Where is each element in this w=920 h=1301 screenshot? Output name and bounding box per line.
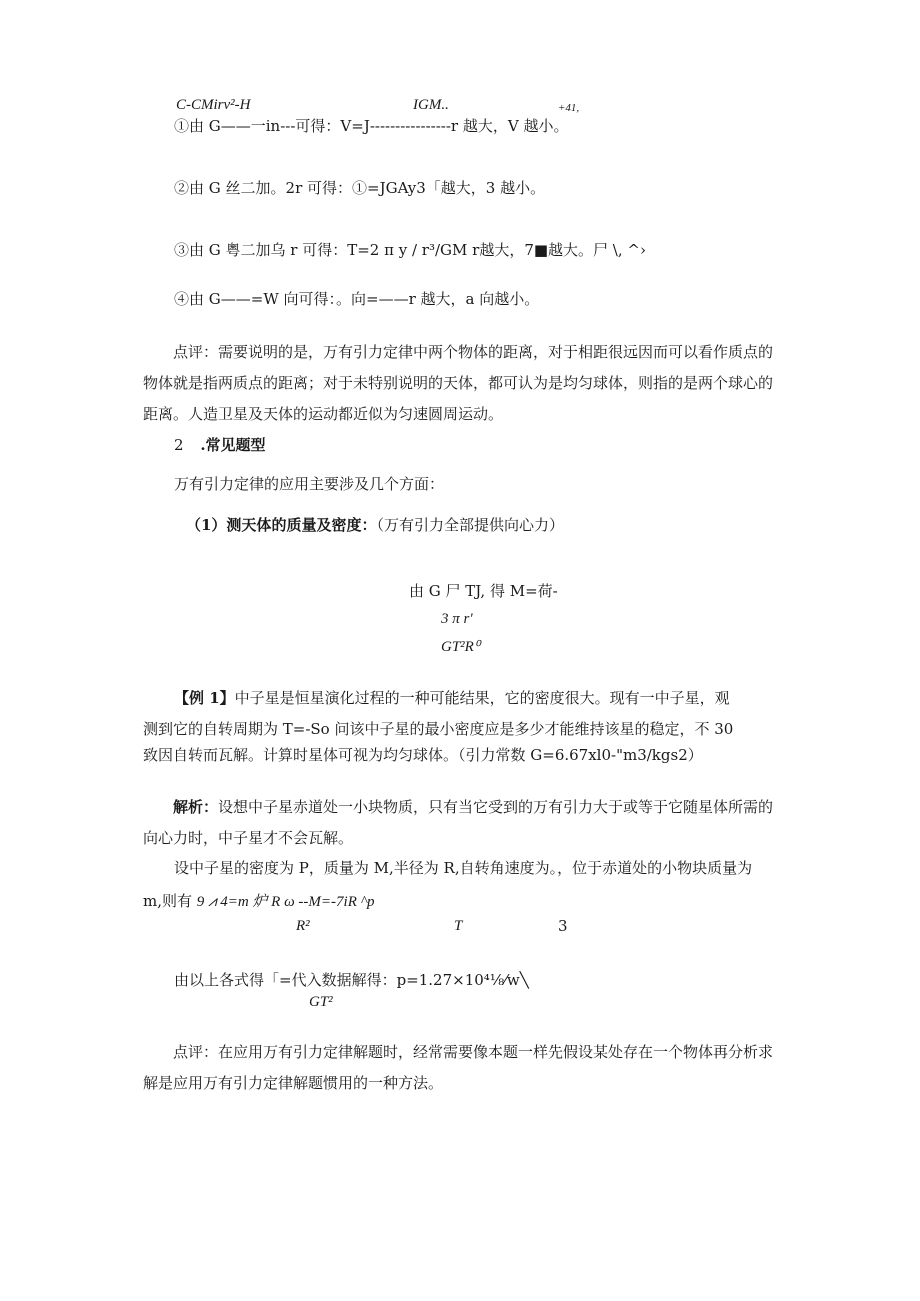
solution-paragraph [143, 792, 783, 854]
setup-sub-left: R² [296, 918, 310, 934]
center-formula-line3: GT²R⁰ [441, 639, 480, 655]
solution-label: 解析： [173, 798, 219, 816]
setup-line2 [143, 892, 374, 911]
setup-line1: 设中子星的密度为 P，质量为 M,半径为 R,自转角速度为。，位于赤道处的小物块质量为 [174, 859, 753, 877]
section-title: .常见题型 [200, 436, 266, 454]
comment-paragraph-1: 点评：需要说明的是，万有引力定律中两个物体的距离，对于相距很远因而可以看作质点的物体就是指两质点的距离；对于未特别说明的天体，都可认为是均匀球体，则指的是两个球心的距离。人造卫星及天体的运动都近似为匀速圆周运动。 [143, 343, 774, 423]
formula1-top-left: C-CMirv²-H [176, 97, 251, 113]
result-line: 由以上各式得「=代入数据解得：p=1.27×10⁴⅛⁄w╲ [174, 971, 529, 989]
solution-text: 设想中子星赤道处一小块物质，只有当它受到的万有引力大于或等于它随星体所需的向心力时，中子星才不会瓦解。 [143, 798, 774, 847]
formula1-top-mid: IGM.. [413, 97, 449, 113]
setup-sub-right: 3 [558, 917, 568, 935]
formula4-line: ④由 G——=W 向可得：。向=——r 越大，a 向越小。 [174, 290, 540, 308]
center-formula-line1: 由 G 尸 TJ, 得 M=荷- [409, 582, 558, 600]
example1-label: 【例 1】 [174, 689, 235, 707]
formula1-top-right: +41, [558, 102, 580, 114]
comment-paragraph-2: 点评：在应用万有引力定律解题时，经常需要像本题一样先假设某处存在一个物体再分析求解是应用万有引力定律解题惯用的一种方法。 [143, 1043, 774, 1092]
section-heading [174, 436, 266, 454]
result-sub: GT² [309, 994, 333, 1010]
item1-line [186, 516, 564, 534]
setup-sub-mid: T [454, 918, 463, 934]
formula1-line: ①由 G——一in---可得：V=J----------------r 越大，V 越小。 [174, 117, 569, 135]
formula2-line: ②由 G 丝二加。2r 可得：①=JGAy3「越大，3 越小。 [174, 179, 546, 197]
center-formula-line2: 3 π r' [441, 611, 473, 627]
example1-text1: 中子星是恒星演化过程的一种可能结果，它的密度很大。现有一中子星，观 [234, 689, 730, 707]
setup-prefix: m,则有 [143, 892, 197, 910]
formula3-line: ③由 G 粤二加乌 r 可得：T=2 π y / r³/GM r越大，7■越大。尸 \, ^› [174, 241, 646, 259]
example1-line1 [174, 689, 730, 707]
example1-line2: 测到它的自转周期为 T=-So 问该中子星的最小密度应是多少才能维持该星的稳定，不 30 [143, 720, 734, 738]
item1-label: （1）测天体的质量及密度： [186, 516, 377, 534]
section-number: 2 [174, 436, 184, 454]
intro-line: 万有引力定律的应用主要涉及几个方面： [174, 475, 445, 493]
example1-line3: 致因自转而瓦解。计算时星体可视为均匀球体。（引力常数 G=6.67xl0-"m3/kgs2） [143, 746, 703, 764]
item1-note: （万有引力全部提供向心力） [376, 516, 564, 534]
setup-formula: 9 ⩘ 4=m 炉 R ω --M=-7iR ^p [196, 894, 375, 910]
